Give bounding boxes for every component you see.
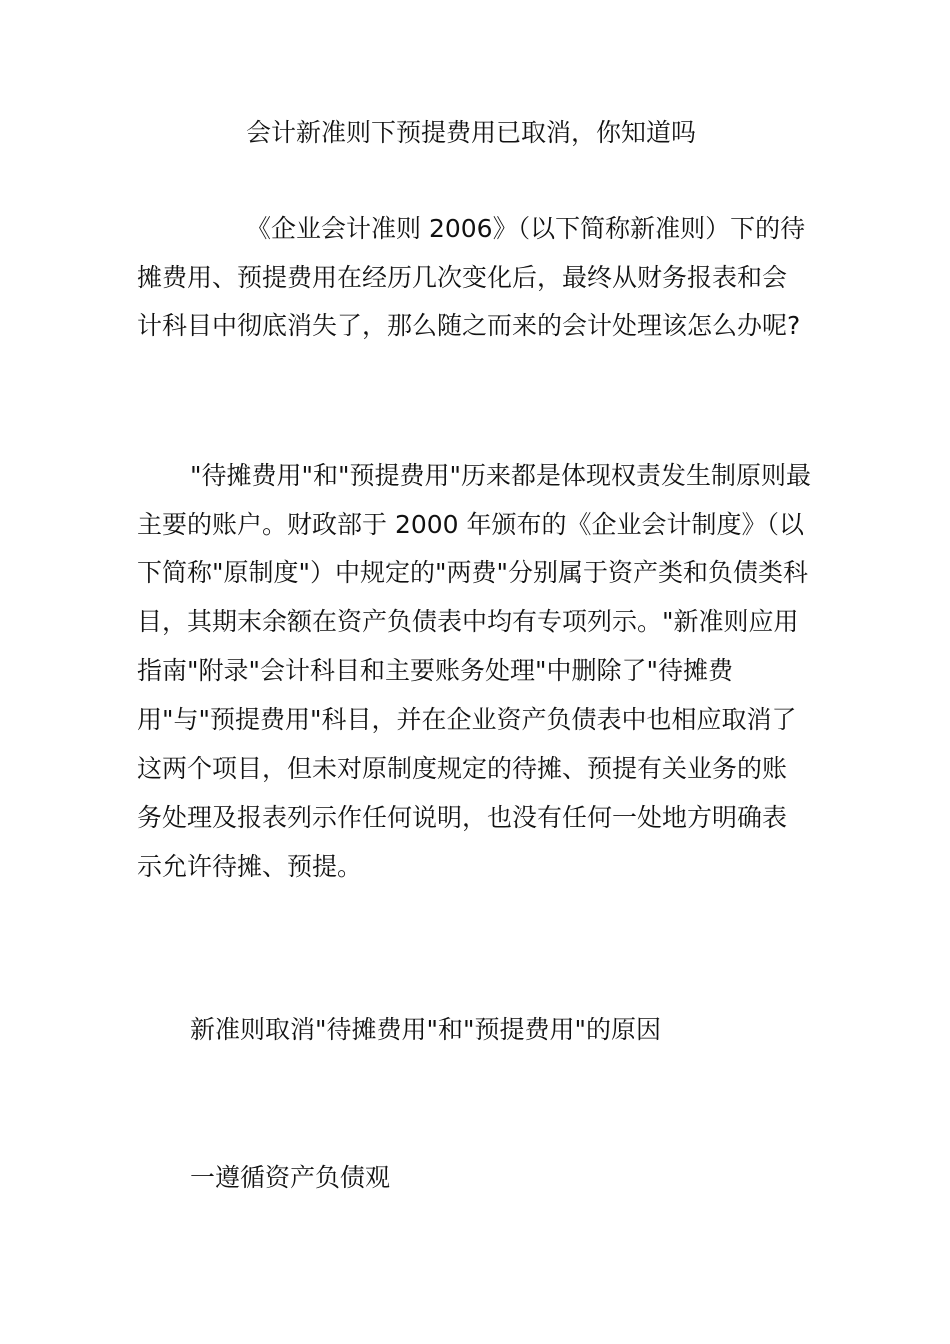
paragraph-line: 《企业会计准则 2006》（以下简称新准则）下的待 xyxy=(246,214,806,243)
paragraph-line: 摊费用、预提费用在经历几次变化后，最终从财务报表和会 xyxy=(137,263,788,292)
paragraph-line: 下简称"原制度"）中规定的"两费"分别属于资产类和负债类科 xyxy=(137,558,808,587)
paragraph-line: 主要的账户。财政部于 2000 年颁布的《企业会计制度》（以 xyxy=(137,510,805,539)
paragraph-line: 示允许待摊、预提。 xyxy=(137,852,363,881)
paragraph-line: 务处理及报表列示作任何说明，也没有任何一处地方明确表 xyxy=(137,803,788,832)
document-title: 会计新准则下预提费用已取消，你知道吗 xyxy=(246,118,697,147)
paragraph-line: "待摊费用"和"预提费用"历来都是体现权责发生制原则最 xyxy=(190,461,811,490)
paragraph-line: 指南"附录"会计科目和主要账务处理"中删除了"待摊费 xyxy=(137,656,733,685)
paragraph-line: 目，其期末余额在资产负债表中均有专项列示。"新准则应用 xyxy=(137,607,799,636)
paragraph-line: 用"与"预提费用"科目，并在企业资产负债表中也相应取消了 xyxy=(137,705,797,734)
paragraph-line: 计科目中彻底消失了，那么随之而来的会计处理该怎么办呢? xyxy=(137,311,801,340)
paragraph-line: 这两个项目，但未对原制度规定的待摊、预提有关业务的账 xyxy=(137,754,788,783)
section-heading: 新准则取消"待摊费用"和"预提费用"的原因 xyxy=(190,1015,661,1044)
subsection-heading: 一遵循资产负债观 xyxy=(190,1163,391,1192)
